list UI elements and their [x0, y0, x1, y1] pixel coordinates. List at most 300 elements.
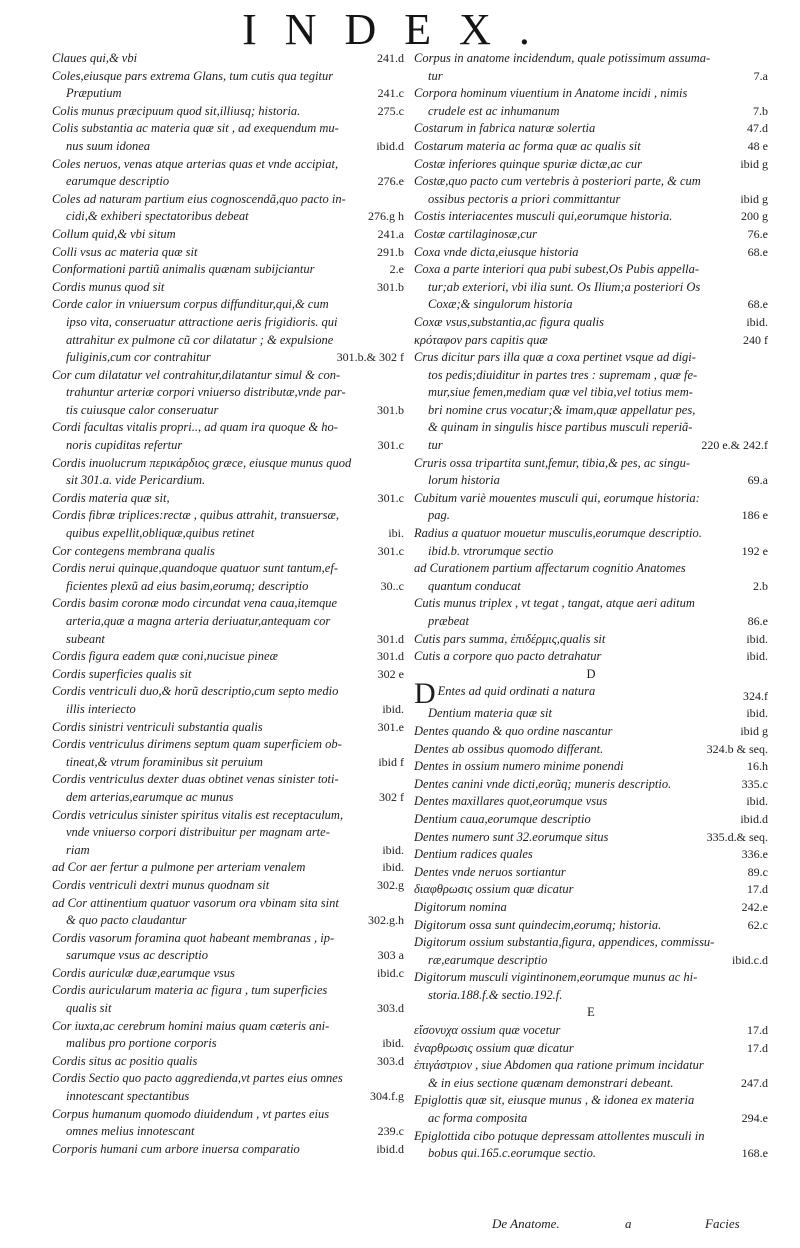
page-reference: 239.c	[377, 1124, 404, 1139]
page-reference: 241.c	[377, 86, 404, 101]
entry-text: Præputium	[66, 86, 122, 101]
index-entry	[414, 723, 768, 741]
index-entry	[52, 226, 404, 244]
entry-text: ossibus pectoris a priori committantur	[428, 191, 621, 206]
entry-text: Costarum in fabrica naturæ solertia	[414, 121, 596, 136]
page-reference: 301.c	[377, 543, 404, 558]
index-entry	[52, 947, 404, 965]
entry-text: Dentes maxillares quot,eorumque vsus	[414, 794, 608, 809]
entry-text: subeant	[66, 631, 105, 646]
index-entry	[52, 261, 404, 279]
index-entry	[52, 895, 404, 913]
entry-text: Claues qui,& vbi	[52, 51, 138, 65]
entry-text: Cordis figura eadem quæ coni,nucisue pineæ	[52, 649, 278, 664]
index-entry	[52, 807, 404, 825]
entry-text: crudele est ac inhumanum	[428, 103, 560, 118]
index-entry	[52, 719, 404, 737]
entry-text: Dentium materia quæ sit	[428, 706, 552, 721]
page-reference: ibid g	[740, 723, 768, 738]
index-entry	[414, 208, 768, 226]
entry-text: Corpora hominum viuentium in Anatome incidi , nimis	[414, 86, 688, 101]
index-entry	[414, 226, 768, 244]
entry-text: Cutis munus triplex , vt tegat , tangat, atque aeri aditum	[414, 596, 695, 611]
entry-text: quibus expellit,obliquæ,quibus retinet	[66, 526, 255, 541]
page-reference: 17.d	[747, 1040, 768, 1055]
index-entry	[414, 490, 768, 508]
entry-text: & in eius sectione quænam demonstrari debeant.	[428, 1075, 674, 1090]
entry-text: διαφθρωσις ossium quæ dicatur	[414, 882, 574, 897]
index-entry	[414, 138, 768, 156]
entry-text: Dentes in ossium numero minime ponendi	[414, 759, 624, 774]
index-entry	[414, 987, 768, 1005]
entry-text: Digitorum nomina	[414, 899, 507, 914]
page-reference: ibid.	[746, 706, 768, 721]
page-reference: ibid.	[382, 1036, 404, 1051]
entry-text: tos pedis;diuiditur in partes tres : supremam , quæ fe-	[428, 367, 698, 382]
entry-text: tur	[428, 438, 443, 453]
index-entry	[414, 1057, 768, 1075]
index-entry	[52, 701, 404, 719]
entry-text: Conformationi partiũ animalis quænam subijciantur	[52, 262, 315, 277]
index-entry	[414, 543, 768, 561]
index-entry	[414, 279, 768, 297]
entry-text: præbeat	[428, 614, 469, 628]
entry-text: Cordis munus quod sit	[52, 279, 165, 294]
index-entry	[52, 437, 404, 455]
entry-text: Corpus humanum quomodo diuidendum , vt partes eius	[52, 1106, 330, 1121]
page-reference: 16.h	[747, 759, 768, 774]
index-entry	[414, 1110, 768, 1128]
index-entry	[52, 1000, 404, 1018]
page-reference: 47.d	[747, 121, 768, 136]
index-entry	[414, 899, 768, 917]
index-entry	[414, 419, 768, 437]
entry-text: Cordis vasorum foramina quot habeant membranas , ip-	[52, 930, 335, 945]
entry-text: Costarum materia ac forma quæ ac qualis sit	[414, 138, 641, 153]
entry-text: fuliginis,cum cor contrahitur	[66, 350, 211, 365]
entry-text: Colis substantia ac materia quæ sit , ad exequendum mu-	[52, 121, 339, 136]
entry-text: sarumque vsus ac descriptio	[66, 948, 208, 963]
entry-text: ibid.b. vtrorumque sectio	[428, 543, 554, 558]
entry-text: Coles,eiusque pars extrema Glans, tum cutis qua tegitur	[52, 68, 334, 83]
page-reference: 7.a	[753, 68, 768, 83]
entry-text: Cordi facultas vitalis propri.., ad quam ira quoque & ho-	[52, 420, 338, 435]
index-entry	[52, 842, 404, 860]
index-entry	[414, 173, 768, 191]
entry-text: Crus dicitur pars illa quæ a coxa pertinet vsque ad digi-	[414, 350, 696, 365]
index-entry	[52, 472, 404, 490]
entry-text: Cordis sinistri ventriculi substantia qualis	[52, 719, 263, 734]
entry-text: ipso vita, conseruatur attractione aeris frigidioris. qui	[66, 314, 338, 329]
entry-text: Cordis superficies qualis sit	[52, 666, 192, 681]
index-entry	[52, 736, 404, 754]
page-reference: 48 e	[747, 138, 768, 153]
page-reference: ibid.	[746, 631, 768, 646]
index-entry	[52, 1070, 404, 1088]
page-reference: 303.d	[377, 1001, 404, 1016]
index-entry	[52, 666, 404, 684]
page-reference: 336.e	[741, 847, 768, 862]
page-reference: 304.f.g	[370, 1089, 404, 1104]
index-entry	[52, 1106, 404, 1124]
index-entry	[52, 507, 404, 525]
entry-text: riam	[66, 842, 90, 857]
entry-text: Cordis ventriculus dexter duas obtinet venas sinister toti-	[52, 772, 339, 787]
page-reference: ibid.c	[377, 965, 404, 980]
entry-text: bobus qui.165.c.eorumque sectio.	[428, 1146, 597, 1161]
index-entry	[414, 613, 768, 631]
page-title: INDEX.	[242, 5, 558, 54]
entry-text: Corporis humani cum arbore inuersa comparatio	[52, 1141, 300, 1156]
index-entry	[52, 595, 404, 613]
entry-text: Cordis fibræ triplices:rectæ , quibus attrahit, transuersæ,	[52, 508, 339, 523]
entry-text: ficientes plexũ ad eius basim,eorumq; descriptio	[66, 578, 309, 593]
page-reference: 7.b	[753, 103, 768, 118]
page-footer	[0, 1216, 800, 1240]
index-entry	[52, 50, 404, 68]
entry-text: arteria,quæ a magna arteria deriuatur,antequam cor	[66, 614, 331, 628]
entry-text: Coxæ;& singulorum historia	[428, 297, 573, 312]
index-entry	[414, 741, 768, 759]
entry-text: Coxa a parte interiori qua pubi subest,Os Pubis appella-	[414, 262, 700, 277]
index-entry	[414, 829, 768, 847]
entry-text: Colli vsus ac materia quæ sit	[52, 244, 198, 259]
index-entry	[52, 85, 404, 103]
index-entry	[52, 1123, 404, 1141]
entry-text: Cordis basim coronæ modo circundat vena caua,itemque	[52, 596, 338, 611]
page-reference: 301.b	[377, 402, 404, 417]
signature-mark: a	[625, 1216, 632, 1231]
page-reference: 302 e	[377, 666, 404, 681]
page-reference: 324.f	[743, 688, 768, 703]
index-entry	[52, 103, 404, 121]
index-entry	[52, 824, 404, 842]
page-reference: ibid.	[746, 794, 768, 809]
left-column	[52, 50, 404, 1158]
page-reference: 68.e	[747, 244, 768, 259]
entry-text: quantum conducat	[428, 578, 521, 593]
next-page-catchword: Facies	[705, 1216, 740, 1231]
entry-text: Cor iuxta,ac cerebrum homini maius quam cæteris ani-	[52, 1018, 330, 1033]
index-entry	[52, 1053, 404, 1071]
entry-text: attrahitur ex pulmone cũ cor dilatatur ; & expulsione	[66, 332, 334, 347]
index-entry	[414, 332, 768, 350]
index-entry	[52, 244, 404, 262]
index-entry	[52, 683, 404, 701]
page-reference: 335.c	[741, 776, 768, 791]
index-entry	[414, 1145, 768, 1163]
page-reference: 301.d	[377, 649, 404, 664]
entry-text: ac forma composita	[428, 1111, 528, 1126]
index-entry	[52, 191, 404, 209]
index-entry	[414, 648, 768, 666]
entry-text: bri nomine crus vocatur;& imam,quæ appellatur pes,	[428, 402, 696, 417]
index-entry	[52, 1088, 404, 1106]
page-reference: 303 a	[377, 948, 404, 963]
index-entry	[52, 965, 404, 983]
page-reference: 241.d	[377, 51, 404, 65]
index-entry	[52, 859, 404, 877]
index-entry	[414, 1075, 768, 1093]
entry-text: Cordis auriculæ duæ,earumque vsus	[52, 965, 235, 980]
entry-text	[414, 683, 737, 705]
index-entry	[414, 455, 768, 473]
entry-text: Cruris ossa tripartita sunt,femur, tibia,& pes, ac singu-	[414, 455, 691, 470]
index-entry	[414, 969, 768, 987]
page-reference: 302 f	[379, 789, 404, 804]
entry-text: κρόταφον pars capitis quæ	[414, 332, 548, 347]
entry-text: ἐναρθρωσις ossium quæ dicatur	[414, 1040, 574, 1055]
page-reference: 241.a	[377, 226, 404, 241]
index-entry	[52, 68, 404, 86]
page-reference: 68.e	[747, 297, 768, 312]
page-reference: 303.d	[377, 1053, 404, 1068]
index-entry	[52, 455, 404, 473]
page-reference: 302.g	[377, 877, 404, 892]
entry-text: lorum historia	[428, 473, 500, 488]
entry-text: qualis sit	[66, 1001, 112, 1016]
index-entry	[52, 490, 404, 508]
index-entry	[52, 982, 404, 1000]
entry-text: ræ,earumque descriptio	[428, 952, 548, 967]
entry-text: Epiglottis quæ sit, eiusque munus , & idonea ex materia	[414, 1093, 695, 1108]
page-reference: 291.b	[377, 244, 404, 259]
page-reference: 2.e	[389, 262, 404, 277]
section-letter: D	[586, 666, 596, 681]
index-entry	[414, 296, 768, 314]
index-entry	[414, 1092, 768, 1110]
entry-text: Costis interiacentes musculi qui,eorumque historia.	[414, 209, 673, 224]
page-reference: 294.e	[741, 1111, 768, 1126]
index-entry	[414, 934, 768, 952]
page-reference: 30..c	[380, 578, 404, 593]
page-reference: 335.d.& seq.	[706, 829, 768, 844]
index-entry	[414, 120, 768, 138]
index-entry	[52, 384, 404, 402]
page-reference: ibid f	[378, 754, 404, 769]
index-entry	[52, 771, 404, 789]
index-entry	[414, 349, 768, 367]
entry-text: mur,siue femen,mediam quæ vel tibia,vel totius mem-	[428, 385, 693, 400]
page-reference: 301.d	[377, 631, 404, 646]
entry-text: Radius a quatuor mouetur musculis,eorumque descriptio.	[414, 526, 702, 541]
index-entry	[52, 1141, 404, 1159]
entry-text: dem arterias,earumque ac munus	[66, 789, 234, 804]
index-entry	[414, 314, 768, 332]
entry-text: Cordis nerui quinque,quandoque quatuor sunt tantum,ef-	[52, 561, 338, 576]
entry-text: Costæ cartilaginosæ,cur	[414, 226, 537, 241]
index-entry	[52, 877, 404, 895]
page-reference: ibid.c.d	[732, 952, 768, 967]
entry-text: Dentium caua,eorumque descriptio	[414, 811, 591, 826]
index-entry	[414, 367, 768, 385]
entry-text: & quinam in singulis hisce partibus musculi reperiã-	[428, 420, 693, 435]
page-reference: 301.e	[377, 719, 404, 734]
entry-text: tur;ab exteriori, vbi ilia sunt. Os Ilium;a posteriori Os	[428, 279, 701, 294]
entry-text: Digitorum ossa sunt quindecim,eorumq; historia.	[414, 917, 662, 932]
index-entry	[52, 648, 404, 666]
entry-text: ad Curationem partium affectarum cognitio Anatomes	[414, 561, 686, 576]
index-entry	[52, 789, 404, 807]
entry-text: ad Cor aer fertur a pulmone per arteriam venalem	[52, 860, 306, 875]
entry-text: Cordis ventriculi dextri munus quodnam sit	[52, 877, 270, 892]
index-entry	[414, 1022, 768, 1040]
page-reference: ibid.	[746, 649, 768, 664]
entry-text: Cordis auricularum materia ac figura , tum superficies	[52, 983, 328, 998]
index-entry	[414, 758, 768, 776]
page-reference: ibid.	[746, 314, 768, 329]
entry-text: Cor contegens membrana qualis	[52, 543, 215, 558]
entry-text: & quo pacto claudantur	[66, 913, 187, 928]
page-reference: 2.b	[753, 578, 768, 593]
entry-text: noris cupiditas refertur	[66, 438, 183, 453]
entry-text: tis cuiusque calor conseruatur	[66, 402, 219, 417]
page-reference: 247.d	[741, 1075, 768, 1090]
entry-text: Dentes quando & quo ordine nascantur	[414, 723, 613, 738]
entry-text: Cordis situs ac positio qualis	[52, 1053, 198, 1068]
index-entry	[414, 578, 768, 596]
entry-text: Corpus in anatome incidendum, quale potissimum assuma-	[414, 51, 711, 65]
entry-text: earumque descriptio	[66, 174, 170, 189]
entry-text: Cutis pars summa, ἐπιδέρμις,qualis sit	[414, 631, 606, 646]
index-entry	[52, 367, 404, 385]
index-entry	[414, 384, 768, 402]
index-entry	[52, 332, 404, 350]
index-entry	[52, 402, 404, 420]
entry-text: Coxæ vsus,substantia,ac figura qualis	[414, 314, 604, 329]
index-entry	[414, 191, 768, 209]
page-reference: ibid.	[382, 860, 404, 875]
entry-text: pag.	[428, 508, 450, 523]
page-reference: 168.e	[741, 1146, 768, 1161]
index-entry	[414, 50, 768, 68]
index-entry	[52, 631, 404, 649]
index-entry	[52, 314, 404, 332]
entry-text: Coles ad naturam partium eius cognoscendã,quo pacto in-	[52, 191, 346, 206]
index-entry	[52, 912, 404, 930]
index-entry	[52, 349, 404, 367]
entry-text: Digitorum musculi vigintinonem,eorumque munus ac hi-	[414, 970, 698, 985]
entry-text: Epiglottida cibo potuque depressam attollentes musculi in	[414, 1128, 705, 1143]
index-entry	[414, 68, 768, 86]
index-entry	[414, 525, 768, 543]
entry-text: Cor cum dilatatur vel contrahitur,dilatantur simul & con-	[52, 367, 341, 382]
entry-text: ad Cor attinentium quatuor vasorum ora vbinam sita sint	[52, 895, 339, 910]
page-reference: 86.e	[747, 614, 768, 628]
entry-text: Coles neruos, venas atque arterias quas et vnde accipiat,	[52, 156, 339, 171]
index-entry	[414, 261, 768, 279]
entry-text: Cordis materia quæ sit,	[52, 490, 170, 505]
page-reference: ibid g	[740, 191, 768, 206]
entry-text: Digitorum ossium substantia,figura, appendices, commissu-	[414, 935, 715, 950]
entry-text: Dentes canini vnde dicti,eorũq; muneris descriptio.	[414, 776, 672, 791]
index-entry	[52, 279, 404, 297]
index-entry	[414, 244, 768, 262]
entry-text: Dentes numero sunt 32.eorumque situs	[414, 829, 609, 844]
entry-text: ἐπιγάστριον , siue Abdomen qua ratione primum incidatur	[414, 1058, 704, 1073]
page-reference: 240 f	[743, 332, 768, 347]
entry-text: omnes melius innotescant	[66, 1124, 195, 1139]
entry-text: tineat,& vtrum foraminibus sit peruium	[66, 754, 263, 769]
page-reference: 242.e	[741, 899, 768, 914]
index-entry	[414, 881, 768, 899]
entry-text: malibus pro portione corporis	[66, 1036, 217, 1051]
entry-text: innotescant spectantibus	[66, 1089, 190, 1104]
entry-text: storia.188.f.& sectio.192.f.	[428, 987, 563, 1002]
index-entry	[52, 613, 404, 631]
page-reference: 186 e	[741, 508, 768, 523]
page-reference: ibid g	[740, 156, 768, 171]
page-reference: ibid.d	[376, 138, 404, 153]
page-reference: 276.e	[377, 174, 404, 189]
page-reference: ibid.d	[740, 811, 768, 826]
index-entry	[414, 846, 768, 864]
drop-capital: D	[414, 683, 436, 706]
page-reference: 17.d	[747, 882, 768, 897]
page-reference: 220 e.& 242.f	[701, 438, 768, 453]
entry-text: Cordis Sectio quo pacto aggredienda,vt partes eius omnes	[52, 1071, 343, 1086]
entry-text: εἴσονυχα ossium quæ vocetur	[414, 1023, 561, 1038]
page-reference: ibi.	[388, 526, 404, 541]
index-entry	[414, 103, 768, 121]
entry-text: cidi,& exhiberi spectatoribus debeat	[66, 209, 249, 224]
page-reference: 275.c	[377, 103, 404, 118]
page-reference: 276.g h	[368, 209, 404, 224]
index-entry	[52, 208, 404, 226]
index-entry	[414, 631, 768, 649]
index-entry	[414, 864, 768, 882]
catchword: De Anatome.	[492, 1216, 560, 1231]
page-reference: 301.c	[377, 438, 404, 453]
index-entry	[52, 296, 404, 314]
index-entry	[52, 120, 404, 138]
index-entry	[414, 1128, 768, 1146]
page-reference: ibid.	[382, 842, 404, 857]
page-reference: 76.e	[747, 226, 768, 241]
index-entry	[414, 85, 768, 103]
page-reference: 301.b.& 302 f	[336, 350, 404, 365]
entry-text: Cordis vetriculus sinister spiritus vitalis est receptaculum,	[52, 807, 344, 822]
entry-text: Costæ,quo pacto cum vertebris à posteriori parte, & cum	[414, 174, 701, 189]
index-entry	[52, 419, 404, 437]
entry-text: Cordis ventriculi duo,& horũ descriptio,cum septo medio	[52, 684, 339, 699]
index-entry	[414, 560, 768, 578]
entry-text: Cubitum variè mouentes musculi qui, eorumque historia:	[414, 490, 700, 505]
page-reference: 301.b	[377, 279, 404, 294]
index-entry	[414, 595, 768, 613]
index-entry	[414, 705, 768, 723]
page-reference: 301.c	[377, 490, 404, 505]
entry-text: tur	[428, 68, 443, 83]
index-entry	[414, 793, 768, 811]
index-entry	[414, 472, 768, 490]
page-reference: 192 e	[741, 543, 768, 558]
page-reference: 17.d	[747, 1023, 768, 1038]
index-entry	[414, 917, 768, 935]
page-reference: 200 g	[741, 209, 768, 224]
page-reference: ibid.	[382, 701, 404, 716]
entry-text: Dentium radices quales	[414, 847, 533, 862]
entry-text: trahuntur arteriæ corpori vniuerso distributæ,vnde par-	[66, 385, 346, 400]
index-entry	[414, 156, 768, 174]
index-entry	[414, 507, 768, 525]
index-entry	[52, 1018, 404, 1036]
index-entry	[414, 402, 768, 420]
entry-text: Colis munus præcipuum quod sit,illiusq; historia.	[52, 103, 301, 118]
entry-text: nus suum idonea	[66, 138, 151, 153]
index-entry	[414, 776, 768, 794]
entry-text: Dentes ab ossibus quomodo differant.	[414, 741, 604, 756]
